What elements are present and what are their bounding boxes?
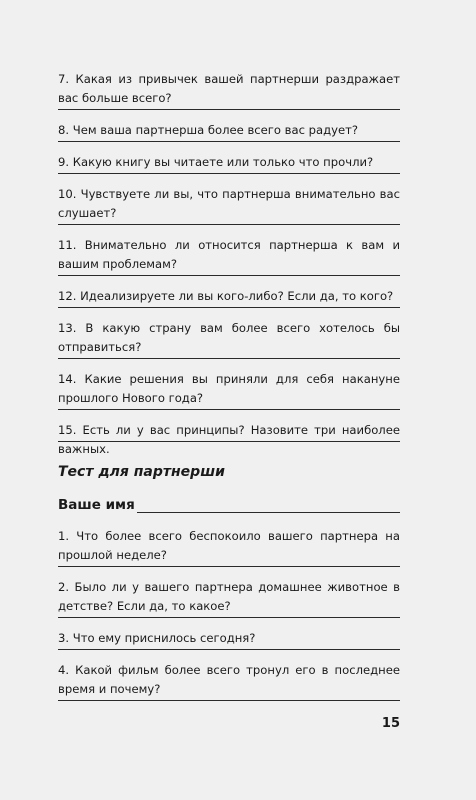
name-underline [137, 497, 400, 513]
question-12: 12. Идеализируете ли вы кого-либо? Если да, то кого? [58, 287, 400, 308]
page-content [58, 70, 400, 712]
partner-question-3: 3. Что ему приснилось сегодня? [58, 629, 400, 650]
question-11: 11. Внимательно ли относится партнерша к вам и вашим проблемам? [58, 236, 400, 276]
question-7: 7. Какая из привычек вашей партнерши раздражает вас больше всего? [58, 70, 400, 110]
partner-question-2: 2. Было ли у вашего партнера домашнее животное в детстве? Если да, то какое? [58, 578, 400, 618]
page-number: 15 [381, 716, 400, 731]
name-field [58, 493, 400, 513]
question-13: 13. В какую страну вам более всего хотелось бы отправиться? [58, 319, 400, 359]
partner-question-4: 4. Какой фильм более всего тронул его в последнее время и почему? [58, 661, 400, 701]
name-label: Ваше имя [58, 497, 135, 513]
question-9: 9. Какую книгу вы читаете или только что прочли? [58, 153, 400, 174]
question-8: 8. Чем ваша партнерша более всего вас радует? [58, 121, 400, 142]
question-14: 14. Какие решения вы приняли для себя накануне прошлого Нового года? [58, 370, 400, 410]
question-15: 15. Есть ли у вас принципы? Назовите три наиболее важных. [58, 423, 400, 456]
partner-question-1: 1. Что более всего беспокоило вашего партнера на прошлой неделе? [58, 527, 400, 567]
question-10: 10. Чувствуете ли вы, что партнерша внимательно вас слушает? [58, 185, 400, 225]
section-heading: Тест для партнерши [58, 464, 225, 480]
